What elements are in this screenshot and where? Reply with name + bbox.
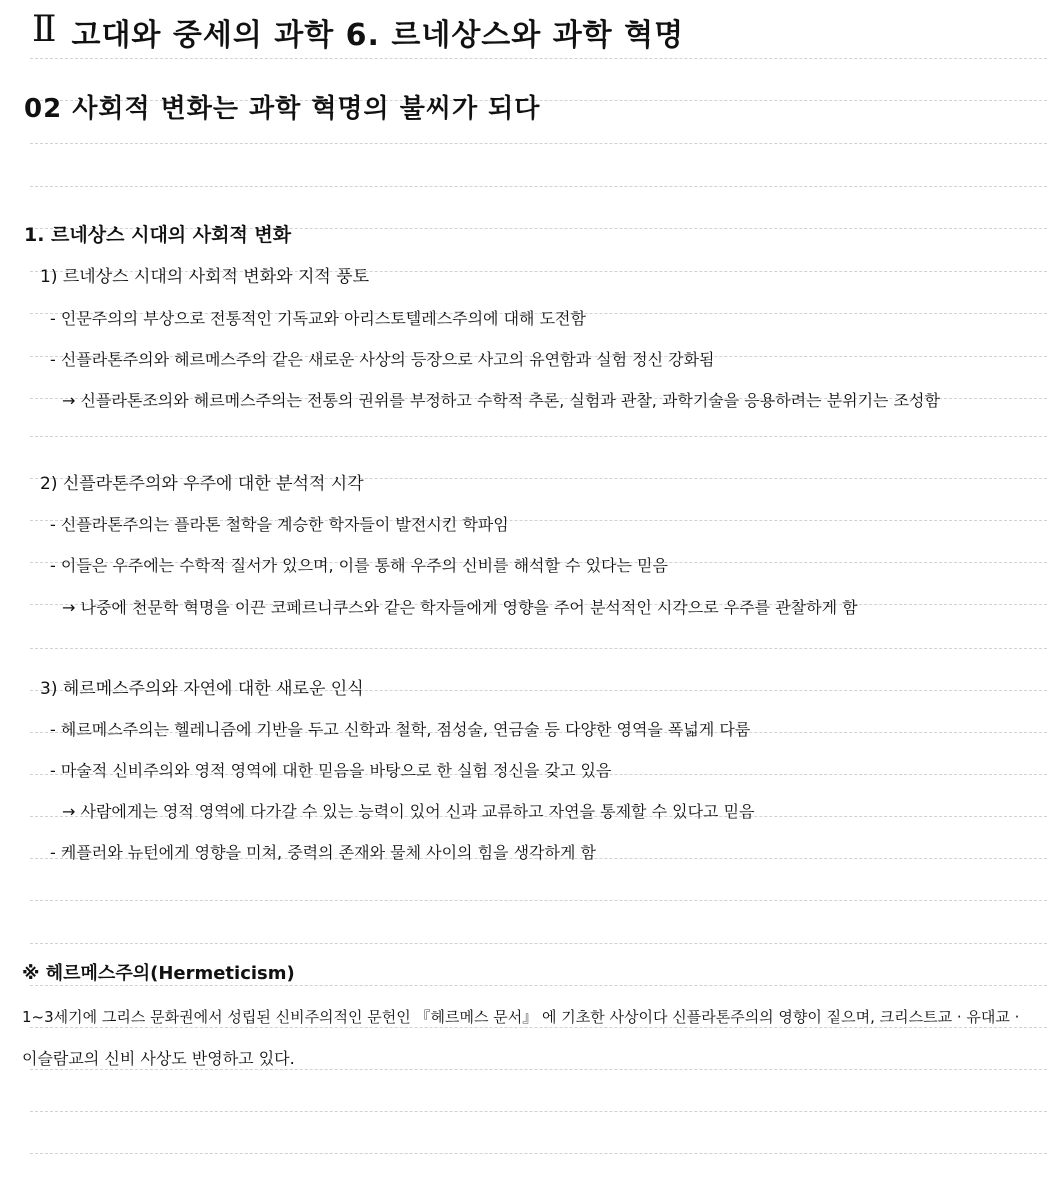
- arrow-line: → 신플라톤조의와 헤르메스주의는 전통의 권위를 부정하고 수학적 추론, 실험과 관찰, 과학기술을 응용하려는 분위기는 조성함: [62, 391, 940, 410]
- note-body-line-2: 이슬람교의 신비 사상도 반영하고 있다.: [22, 1049, 295, 1068]
- subsection-title-3: 3) 헤르메스주의와 자연에 대한 새로운 인식: [40, 679, 364, 699]
- bullet-line: - 이들은 우주에는 수학적 질서가 있으며, 이를 통해 우주의 신비를 해석할 수 있다는 믿음: [50, 556, 668, 575]
- ruled-line: [30, 900, 1047, 901]
- chapter-title: [32, 9, 685, 53]
- subsection-title-2: 2) 신플라톤주의와 우주에 대한 분석적 시각: [40, 474, 364, 494]
- chapter-roman-numeral: Ⅱ: [32, 9, 58, 50]
- ruled-line: [30, 436, 1047, 437]
- bullet-line: - 인문주의의 부상으로 전통적인 기독교와 아리스토텔레스주의에 대해 도전함: [50, 309, 586, 328]
- ruled-line: [30, 1069, 1047, 1070]
- bullet-line: - 헤르메스주의는 헬레니즘에 기반을 두고 신학과 철학, 점성술, 연금술 등 다양한 영역을 폭넓게 다룸: [50, 720, 751, 739]
- ruled-line: [30, 1111, 1047, 1112]
- topic-heading: 1. 르네상스 시대의 사회적 변화: [24, 224, 292, 246]
- bullet-line: - 케플러와 뉴턴에게 영향을 미쳐, 중력의 존재와 물체 사이의 힘을 생각하게 함: [50, 843, 596, 862]
- ruled-line: [30, 985, 1047, 986]
- bullet-line: - 마술적 신비주의와 영적 영역에 대한 믿음을 바탕으로 한 실험 정신을 갖고 있음: [50, 761, 612, 780]
- section-title: 02 사회적 변화는 과학 혁명의 불씨가 되다: [24, 94, 541, 124]
- bullet-line: - 신플라톤주의는 플라톤 철학을 계승한 학자들이 발전시킨 학파임: [50, 515, 509, 534]
- ruled-line: [30, 186, 1047, 187]
- arrow-line: → 사람에게는 영적 영역에 다가갈 수 있는 능력이 있어 신과 교류하고 자연을 통제할 수 있다고 믿음: [62, 802, 755, 821]
- subsection-title-1: 1) 르네상스 시대의 사회적 변화와 지적 풍토: [40, 267, 370, 287]
- note-title: ※ 헤르메스주의(Hermeticism): [22, 963, 295, 984]
- ruled-line: [30, 1153, 1047, 1154]
- arrow-line: → 나중에 천문학 혁명을 이끈 코페르니쿠스와 같은 학자들에게 영향을 주어 분석적인 시각으로 우주를 관찰하게 함: [62, 598, 858, 617]
- ruled-line: [30, 943, 1047, 944]
- ruled-line: [30, 143, 1047, 144]
- ruled-line: [30, 58, 1047, 59]
- ruled-line: [30, 1027, 1047, 1028]
- bullet-line: - 신플라톤주의와 헤르메스주의 같은 새로운 사상의 등장으로 사고의 유연함과 실험 정신 강화됨: [50, 350, 715, 369]
- note-body-line-1: 1~3세기에 그리스 문화권에서 성립된 신비주의적인 문헌인 『헤르메스 문서』 에 기초한 사상이다 신플라톤주의의 영향이 짙으며, 크리스트교 · 유대교 ·: [22, 1008, 1020, 1026]
- chapter-title-text: 고대와 중세의 과학 6. 르네상스와 과학 혁명: [71, 18, 685, 53]
- ruled-line: [30, 648, 1047, 649]
